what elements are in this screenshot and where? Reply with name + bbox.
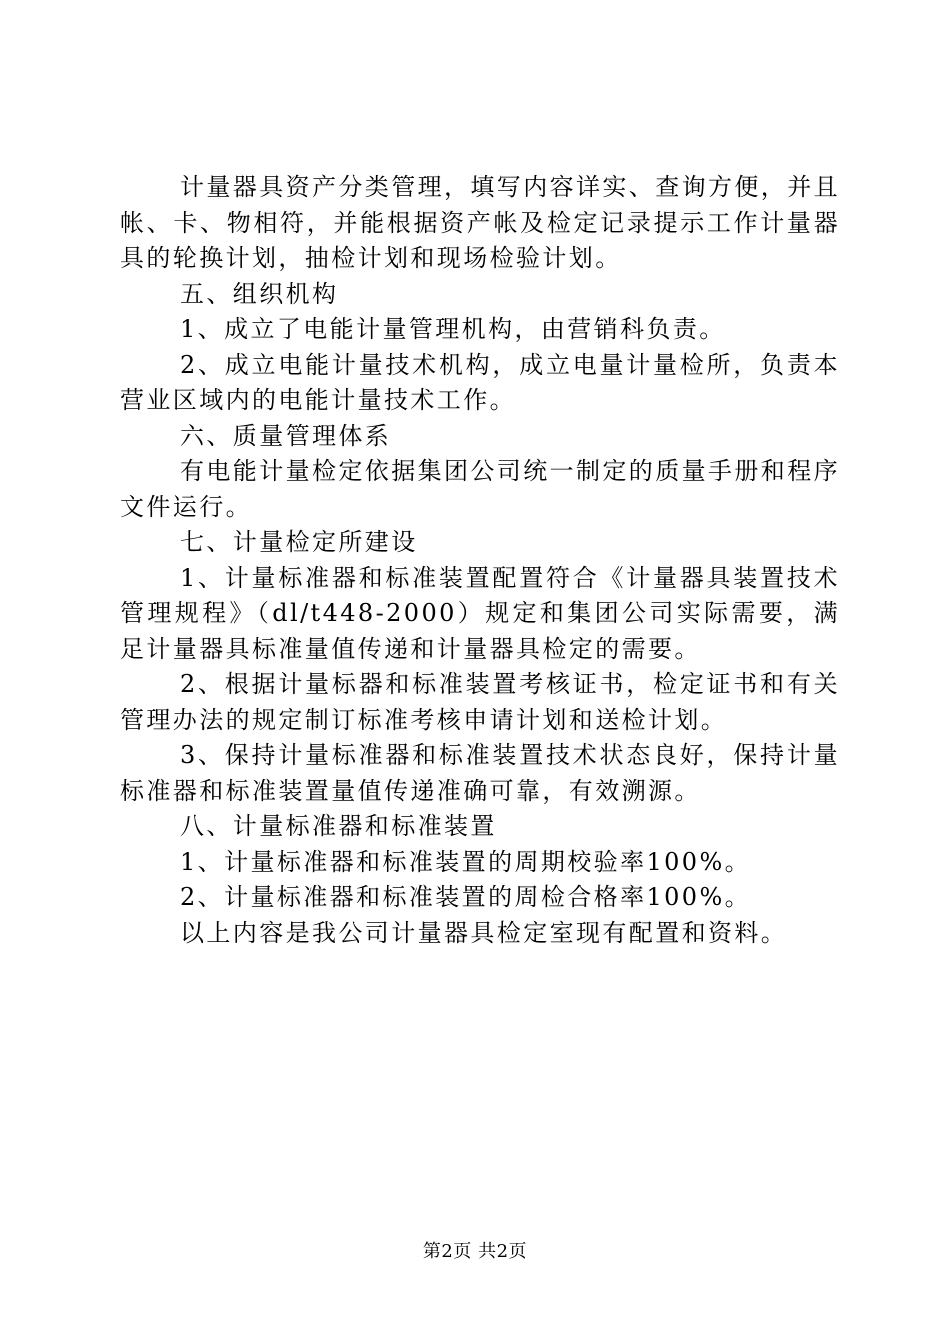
document-body <box>120 170 840 951</box>
paragraph-standard-1: 1、计量标准器和标准装置的周期校验率100%。 <box>180 847 752 876</box>
heading-standard-devices: 八、计量标准器和标准装置 <box>180 812 497 840</box>
paragraph-organization-2: 2、成立电能计量技术机构，成立电量计量检所，负责本营业区域内的电能计量技术工作。 <box>120 350 840 414</box>
paragraph-verification-2: 2、根据计量标器和标准装置考核证书，检定证书和有关管理办法的规定制订标准考核申请计划和送检计划。 <box>120 670 840 734</box>
paragraph-standard-2: 2、计量标准器和标准装置的周检合格率100%。 <box>180 883 752 911</box>
paragraph-quality-system: 有电能计量检定依据集团公司统一制定的质量手册和程序文件运行。 <box>120 457 840 521</box>
paragraph-verification-3: 3、保持计量标准器和标准装置技术状态良好，保持计量标准器和标准装置量值传递准确可靠，有效溯源。 <box>120 741 840 805</box>
heading-quality-system: 六、质量管理体系 <box>180 421 392 450</box>
page-number-footer: 第2页 共2页 <box>422 1241 528 1262</box>
heading-verification-station: 七、计量检定所建设 <box>180 528 418 556</box>
paragraph-organization-1: 1、成立了电能计量管理机构，由营销科负责。 <box>180 315 726 343</box>
paragraph-conclusion: 以上内容是我公司计量器具检定室现有配置和资料。 <box>180 918 788 947</box>
paragraph-verification-1: 1、计量标准器和标准装置配置符合《计量器具装置技术管理规程》（dl/t448-2000）规定和集团公司实际需要，满足计量器具标准量值传递和计量器具检定的需要。 <box>120 563 840 663</box>
paragraph-asset-management: 计量器具资产分类管理，填写内容详实、查询方便，并且帐、卡、物相符，并能根据资产帐及检定记录提示工作计量器具的轮换计划，抽检计划和现场检验计划。 <box>120 173 840 272</box>
heading-organization: 五、组织机构 <box>180 279 339 308</box>
